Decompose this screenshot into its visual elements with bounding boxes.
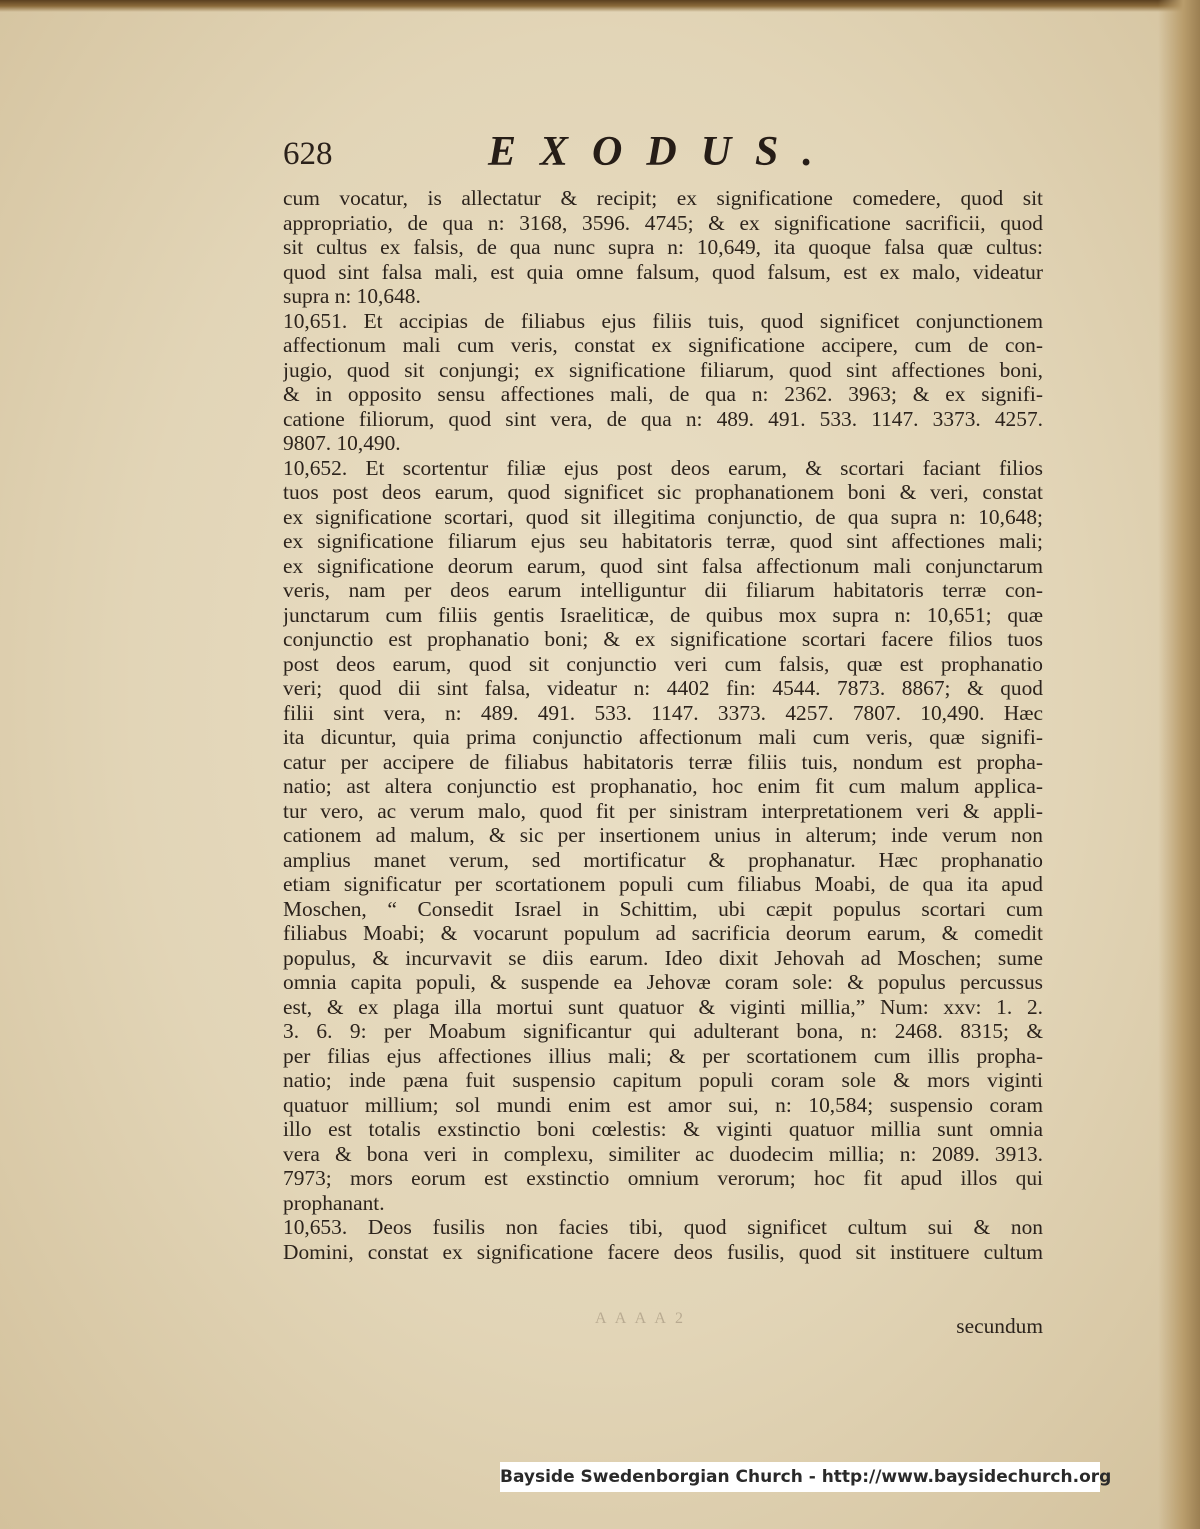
text-line: filiabus Moabi; & vocarunt populum ad sacrificia deorum earum, & comedit [283, 921, 1043, 945]
text-line: veris, nam per deos earum intelliguntur dii filiarum habitatoris terræ con- [283, 578, 1043, 602]
text-line: omnia capita populi, & suspende ea Jehovæ coram sole: & populus percussus [283, 970, 1043, 994]
text-line: sit cultus ex falsis, de qua nunc supra n: 10,649, ita quoque falsa quæ cultus: [283, 235, 1043, 259]
text-line: cationem ad malum, & sic per insertionem unius in alterum; inde verum non [283, 823, 1043, 847]
text-line: ex significatione scortari, quod sit illegitima conjunctio, de qua supra n: 10,648; [283, 504, 1043, 529]
running-title: EXODUS. [488, 129, 837, 175]
text-line: illo est totalis exstinctio boni cœlestis: & viginti quatuor millia sunt omnia [283, 1117, 1043, 1141]
signature-mark: A A A A 2 [595, 1310, 687, 1327]
text-line: 9807. 10,490. [283, 431, 401, 455]
text-line: ex significatione filiarum ejus seu habitatoris terræ, quod sint affectiones mali; [283, 529, 1043, 553]
text-line: quod sint falsa mali, est quia omne falsum, quod falsum, est ex malo, videatur [283, 259, 1043, 284]
text-line: 10,651. Et accipias de filiabus ejus filiis tuis, quod significet conjunctionem [283, 308, 1043, 333]
watermark-banner: Bayside Swedenborgian Church - http://www.baysidechurch.org [500, 1462, 1100, 1492]
text-line: affectionum mali cum veris, constat ex significatione accipere, cum de con- [283, 333, 1043, 357]
text-line: 10,653. Deos fusilis non facies tibi, quod significet cultum sui & non [283, 1215, 1043, 1239]
text-line: per filias ejus affectiones illius mali; & per scortationem cum illis propha- [283, 1043, 1043, 1068]
page-number: 628 [283, 136, 333, 172]
text-line: ita dicuntur, quia prima conjunctio affectionum mali cum veris, quæ signifi- [283, 725, 1043, 749]
page-top-edge [0, 0, 1200, 12]
text-line: prophanant. [283, 1190, 385, 1215]
text-line: 10,652. Et scortentur filiæ ejus post deos earum, & scortari faciant filios [283, 455, 1043, 480]
text-line: natio; ast altera conjunctio est prophanatio, hoc enim fit cum malum applica- [283, 774, 1043, 798]
text-line: & in opposito sensu affectiones mali, de qua n: 2362. 3963; & ex signifi- [283, 382, 1043, 406]
text-line: natio; inde pæna fuit suspensio capitum populi coram sole & mors viginti [283, 1068, 1043, 1092]
text-line: tur vero, ac verum malo, quod fit per sinistram interpretationem veri & appli- [283, 798, 1043, 823]
text-line: est, & ex plaga illa mortui sunt quatuor & viginti millia,” Num: xxv: 1. 2. [283, 994, 1043, 1019]
text-line: catione filiorum, quod sint vera, de qua n: 489. 491. 533. 1147. 3373. 4257. [283, 406, 1043, 431]
text-line: etiam significatur per scortationem populi cum filiabus Moabi, de qua ita apud [283, 872, 1043, 896]
text-line: jugio, quod sit conjungi; ex significatione filiarum, quod sint affectiones boni, [283, 357, 1043, 382]
text-line: cum vocatur, is allectatur & recipit; ex significatione comedere, quod sit [283, 186, 1043, 210]
text-line: post deos earum, quod sit conjunctio veri cum falsis, quæ est prophanatio [283, 651, 1043, 676]
text-line: 7973; mors eorum est exstinctio omnium verorum; hoc fit apud illos qui [283, 1166, 1043, 1190]
text-line: populus, & incurvavit se diis earum. Ideo dixit Jehovah ad Moschen; sume [283, 945, 1043, 970]
text-line: ex significatione deorum earum, quod sint falsa affectionum mali conjunctarum [283, 553, 1043, 578]
text-line: veri; quod dii sint falsa, videatur n: 4402 fin: 4544. 7873. 8867; & quod [283, 676, 1043, 700]
text-line: quatuor millium; sol mundi enim est amor sui, n: 10,584; suspensio coram [283, 1092, 1043, 1117]
text-line: junctarum cum filiis gentis Israeliticæ, de quibus mox supra n: 10,651; quæ [283, 602, 1043, 627]
text-line: 3. 6. 9: per Moabum significantur qui adulterant bona, n: 2468. 8315; & [283, 1019, 1043, 1043]
text-line: supra n: 10,648. [283, 284, 421, 308]
text-line: Moschen, “ Consedit Israel in Schittim, ubi cæpit populus scortari cum [283, 896, 1043, 921]
body-text [283, 186, 1043, 1264]
page-right-edge [1158, 0, 1200, 1529]
text-line: tuos post deos earum, quod significet sic prophanationem boni & veri, constat [283, 480, 1043, 504]
text-line: catur per accipere de filiabus habitatoris terræ filiis tuis, nondum est propha- [283, 749, 1043, 774]
text-line: amplius manet verum, sed mortificatur & prophanatur. Hæc prophanatio [283, 847, 1043, 872]
catchword: secundum [956, 1314, 1043, 1338]
text-line: filii sint vera, n: 489. 491. 533. 1147. 3373. 4257. 7807. 10,490. Hæc [283, 700, 1043, 725]
text-line: Domini, constat ex significatione facere deos fusilis, quod sit instituere cultum [283, 1239, 1043, 1264]
page-header [283, 128, 1043, 178]
text-line: vera & bona veri in complexu, similiter ac duodecim millia; n: 2089. 3913. [283, 1141, 1043, 1166]
text-line: appropriatio, de qua n: 3168, 3596. 4745; & ex significatione sacrificii, quod [283, 210, 1043, 235]
text-line: conjunctio est prophanatio boni; & ex significatione scortari facere filios tuos [283, 627, 1043, 651]
